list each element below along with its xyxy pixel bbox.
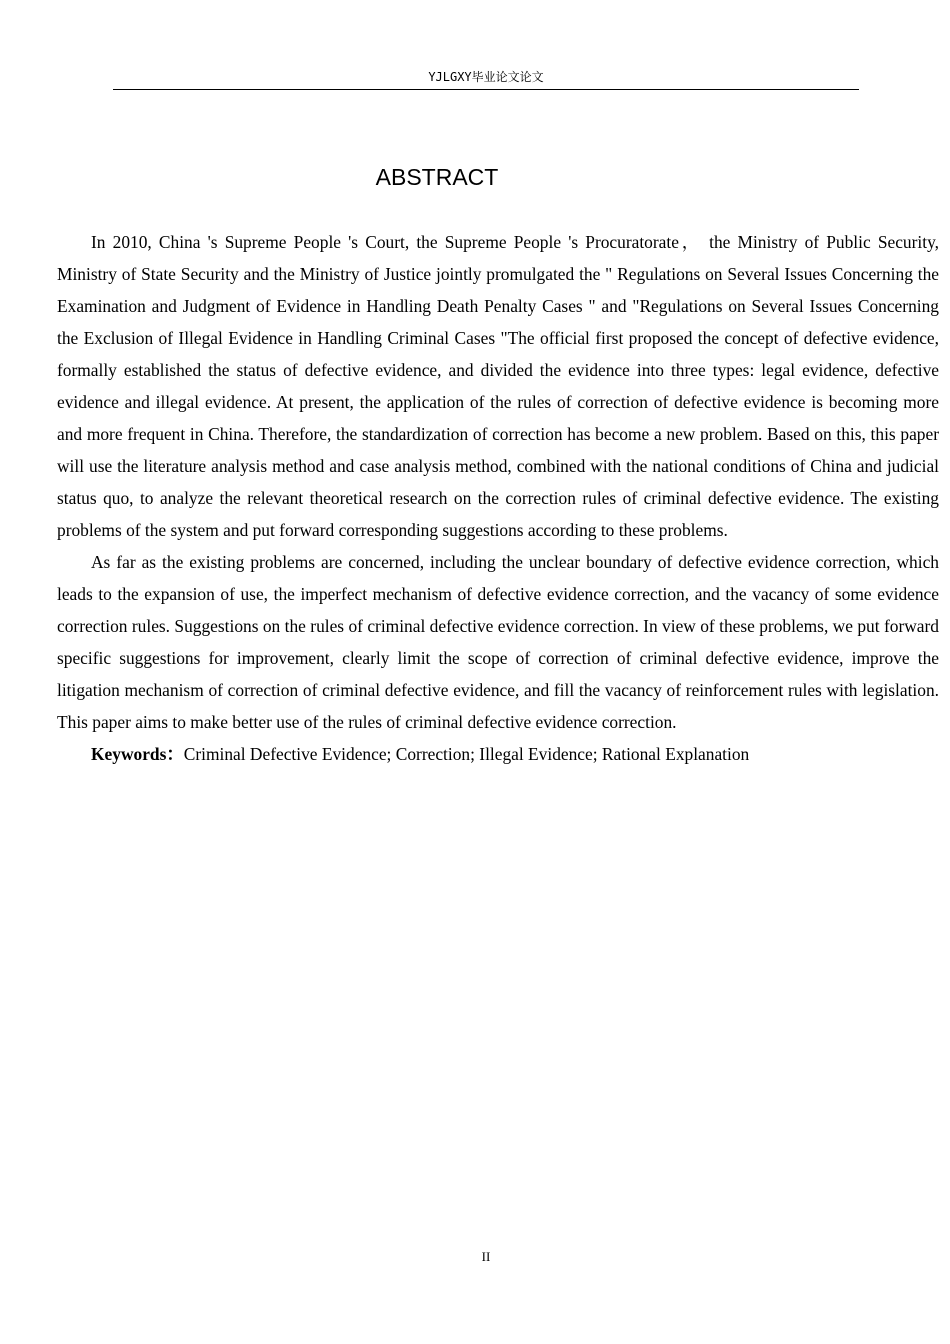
page-number: II — [481, 1249, 491, 1264]
running-header-title: YJLGXY毕业论文论文 — [428, 70, 544, 84]
abstract-paragraph-1: In 2010, China 's Supreme People 's Court, the Supreme People 's Procuratorate， the Ministry of Public Security, Ministry of State Security and the Ministry of Justice jointly promulgated the " Regulations on Several Issues Concerning the Examination and Judgment of Evidence in Handling Death Penalty Cases " and "Regulations on Several Issues Concerning the Exclusion of Illegal Evidence in Handling Criminal Cases "The official first proposed the concept of defective evidence, formally established the status of defective evidence, and divided the evidence into three types: legal evidence, defective evidence and illegal evidence. At present, the application of the rules of correction of defective evidence is becoming more and more frequent in China. Therefore, the standardization of correction has become a new problem. Based on this, this paper will use the literature analysis method and case analysis method, combined with the national conditions of China and judicial status quo, to analyze the relevant theoretical research on the correction rules of criminal defective evidence. The existing problems of the system and put forward corresponding suggestions according to these problems. — [57, 232, 939, 540]
abstract-title: ABSTRACT — [375, 164, 499, 190]
keywords-line — [57, 738, 939, 770]
keywords-text: Criminal Defective Evidence; Correction; Illegal Evidence; Rational Explanation — [183, 744, 750, 764]
keywords-label: Keywords： — [91, 744, 184, 764]
abstract-paragraph-2: As far as the existing problems are concerned, including the unclear boundary of defective evidence correction, which leads to the expansion of use, the imperfect mechanism of defective evidence correction, and the vacancy of some evidence correction rules. Suggestions on the rules of criminal defective evidence correction. In view of these problems, we put forward specific suggestions for improvement, clearly limit the scope of correction of criminal defective evidence, improve the litigation mechanism of correction of criminal defective evidence, and fill the vacancy of reinforcement rules with legislation. This paper aims to make better use of the rules of criminal defective evidence correction. — [57, 552, 939, 732]
abstract-body — [57, 226, 939, 770]
running-header — [113, 68, 859, 90]
